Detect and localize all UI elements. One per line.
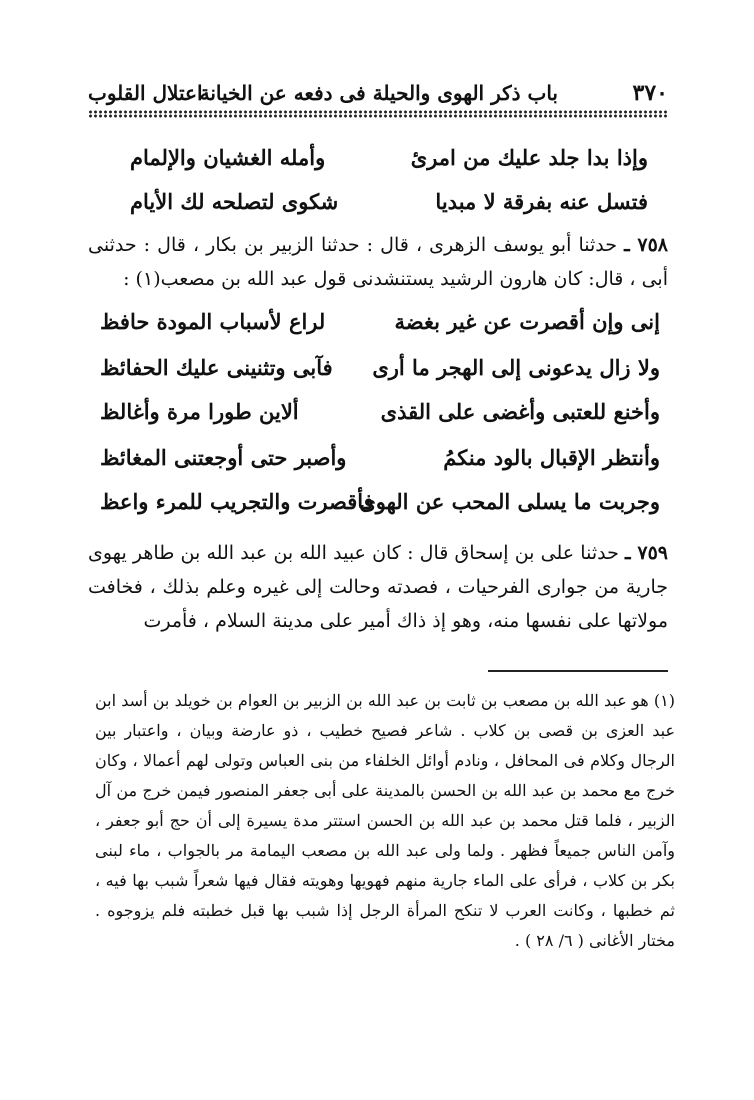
paragraph-759 <box>88 536 668 638</box>
verse-line <box>100 392 660 432</box>
verse-line <box>100 302 660 342</box>
footnote-divider <box>488 670 668 672</box>
page-number: ٣٧٠ <box>632 80 668 106</box>
running-header <box>88 78 668 108</box>
paragraph-text: حدثنا أبو يوسف الزهرى ، قال : حدثنا الزبير بن بكار ، قال : حدثنى أبى ، قال: كان هارون الرشيد يستنشدنى قول عبد الله بن مصعب(١) : <box>88 234 668 290</box>
verse-right-hemistich: وأنتظر الإقبال بالود منكمُ <box>443 445 660 470</box>
verse-line <box>100 438 660 478</box>
verse-left-hemistich: شكوى لتصلحه لك الأيام <box>130 189 339 214</box>
verse-left-hemistich: لراع لأسباب المودة حافظ <box>100 309 326 334</box>
verse-left-hemistich: فآبى وتثنينى عليك الحفائظ <box>100 355 333 380</box>
verse-right-hemistich: وإذا بدا جلد عليك من امرئ <box>410 145 648 170</box>
paragraph-number: ٧٥٩ ـ <box>625 542 669 564</box>
verse-right-hemistich: فتسل عنه بفرقة لا مبديا <box>435 189 648 214</box>
verse-line <box>100 348 660 388</box>
verse-left-hemistich: فأقصرت والتجريب للمرء واعظ <box>100 489 374 514</box>
paragraph-758 <box>88 228 668 296</box>
paragraph-number: ٧٥٨ ـ <box>624 234 668 256</box>
header-divider <box>88 110 668 118</box>
chapter-title: باب ذكر الهوى والحيلة فى دفعه عن الخيانة <box>199 81 558 105</box>
verse-right-hemistich: ولا زال يدعونى إلى الهجر ما أرى <box>372 355 660 380</box>
verse-left-hemistich: وأصبر حتى أوجعتنى المغائظ <box>100 445 347 470</box>
footnote-marker: (١) <box>653 691 676 710</box>
verse-left-hemistich: ألاين طورا مرة وأغالظ <box>100 399 299 424</box>
footnote-text: هو عبد الله بن مصعب بن ثابت بن عبد الله بن الزبير بن العوام بن خويلد بن أسد ابن عبد العزى بن قصى بن كلاب . شاعر فصيح خطيب ، ذو عارضة وبيان ، واعتبار بين الرجال وكلام فى المحافل ، ونادم أوائل الخلفاء من بنى العباس وتولى لهم أعمالا ، وكان خرج مع محمد بن عبد الله بن الحسن بالمدينة على أبى جعفر المنصور فيمن خرج من آل الزبير ، فلما قتل محمد بن عبد الله بن الحسن استتر مدة يسيرة إلى أن حج أبو جعفر ، وآمن الناس جميعاً فظهر . ولما ولى عبد الله بن مصعب اليمامة مر بالجواب ، ماء لبنى بكر بن كلاب ، فرأى على الماء جارية منهم فهويها وهويته فقال فيها شعراً شبب بها فيه ، ثم خطبها ، وكانت العرب لا تنكح المرأة الرجل إذا شبب بها قبل خطبته فلم يزوجوه . مختار الأغانى ( ٦/ ٢٨ ) . <box>95 691 675 950</box>
verse-right-hemistich: وأخنع للعتبى وأغضى على القذى <box>380 399 660 424</box>
verse-right-hemistich: وجربت ما يسلى المحب عن الهوى <box>359 489 660 514</box>
verse-left-hemistich: وأمله الغشيان والإلمام <box>130 145 326 170</box>
verse-right-hemistich: إنى وإن أقصرت عن غير بغضة <box>394 309 660 334</box>
book-title: اعتلال القلوب <box>88 81 203 105</box>
paragraph-text: حدثنا على بن إسحاق قال : كان عبيد الله بن عبد الله بن طاهر يهوى جارية من جوارى الفرحيات ، فصدته وحالت إلى غيره وعلم بذلك ، فخافت مولاتها على نفسها منه، وهو إذ ذاك أمير على مدينة السلام ، فأمرت <box>88 542 668 632</box>
verse-line <box>130 182 648 222</box>
footnote <box>95 686 675 956</box>
verse-line <box>130 138 648 178</box>
verse-line <box>100 482 660 522</box>
